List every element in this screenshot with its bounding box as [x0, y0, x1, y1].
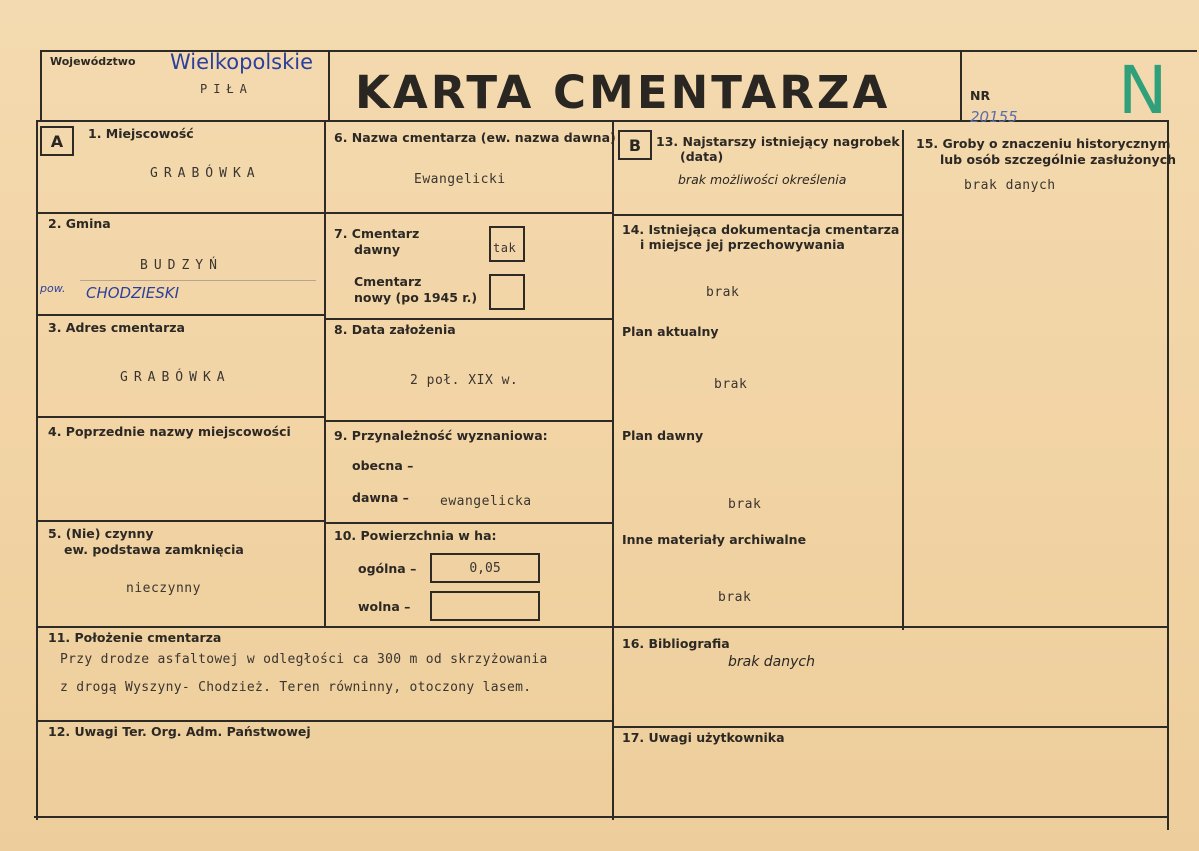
- bottom-border: [34, 816, 1169, 818]
- field-15-value: brak danych: [964, 178, 1056, 193]
- plan-former-value: brak: [728, 497, 762, 512]
- field-13-hand-value: brak możliwości określenia: [678, 172, 847, 187]
- field-11-label: 11. Położenie cmentarza: [48, 630, 222, 645]
- section-a-badge: A: [40, 126, 74, 156]
- field-2-hand-prefix: pow.: [40, 282, 66, 295]
- field-10-total-value[interactable]: 0,05: [430, 553, 540, 583]
- row-line-8: [324, 522, 614, 524]
- field-17-label: 17. Uwagi użytkownika: [622, 730, 785, 745]
- row-line-11: [36, 720, 614, 722]
- header-divider-1: [328, 50, 330, 122]
- col-divider-3: [902, 130, 904, 630]
- nr-label: NR: [970, 88, 991, 103]
- field-2-underline: [80, 280, 316, 281]
- field-9-label: 9. Przynależność wyznaniowa:: [334, 428, 548, 443]
- field-3-value: GRABÓWKA: [120, 370, 231, 385]
- field-7-label-2: dawny: [354, 242, 400, 257]
- left-border-top: [40, 50, 42, 122]
- field-14-label-1: 14. Istniejąca dokumentacja cmentarza: [622, 222, 900, 237]
- field-10-free-label: wolna –: [358, 599, 411, 614]
- field-10-total-label: ogólna –: [358, 561, 417, 576]
- field-3-label: 3. Adres cmentarza: [48, 320, 185, 335]
- field-8-label: 8. Data założenia: [334, 322, 456, 337]
- page-title: KARTA CMENTARZA: [355, 66, 891, 119]
- right-border: [1167, 120, 1169, 830]
- nr-letter: N: [1118, 52, 1168, 129]
- field-13-label-1: 13. Najstarszy istniejący nagrobek: [656, 134, 900, 149]
- field-1-label: 1. Miejscowość: [88, 126, 194, 141]
- header-divider-2: [960, 50, 962, 122]
- row-line-3: [36, 416, 326, 418]
- voivodeship-stamp: Wielkopolskie: [170, 50, 314, 74]
- field-8-value: 2 poł. XIX w.: [410, 373, 519, 388]
- field-14-label-2: i miejsce jej przechowywania: [640, 237, 845, 252]
- field-9-former-value: ewangelicka: [440, 494, 532, 509]
- field-16-hand-value: brak danych: [728, 654, 815, 670]
- row-line-7: [324, 420, 614, 422]
- row-line-2: [36, 314, 326, 316]
- voivodeship-label: Województwo: [50, 55, 136, 68]
- field-13-label-2: (data): [680, 149, 724, 164]
- field-9-former-label: dawna –: [352, 490, 409, 505]
- nr-value: 20155: [970, 108, 1018, 126]
- field-15-label-1: 15. Groby o znaczeniu historycznym: [916, 136, 1171, 151]
- field-1-value: GRABÓWKA: [150, 166, 261, 181]
- plan-former-label: Plan dawny: [622, 428, 704, 443]
- row-line-10: [36, 626, 1169, 628]
- col-divider-2: [612, 120, 614, 820]
- voivodeship-typed: PIŁA: [200, 82, 253, 96]
- field-2-value: BUDZYŃ: [140, 258, 223, 273]
- field-5-label-2: ew. podstawa zamknięcia: [64, 542, 244, 557]
- field-2-label: 2. Gmina: [48, 216, 111, 231]
- field-15-label-2: lub osób szczególnie zasłużonych: [940, 152, 1177, 167]
- field-7-label-4: nowy (po 1945 r.): [354, 290, 478, 305]
- field-6-value: Ewangelicki: [414, 172, 506, 187]
- field-12-label: 12. Uwagi Ter. Org. Adm. Państwowej: [48, 724, 311, 739]
- field-16-label: 16. Bibliografia: [622, 636, 730, 651]
- field-6-label: 6. Nazwa cmentarza (ew. nazwa dawna): [334, 130, 616, 145]
- other-materials-label: Inne materiały archiwalne: [622, 532, 807, 547]
- row-line-9: [612, 214, 904, 216]
- field-14-value: brak: [706, 285, 740, 300]
- field-11-line-2: z drogą Wyszyny- Chodzież. Teren równinny, otoczony lasem.: [60, 680, 532, 695]
- row-line-1: [36, 212, 326, 214]
- field-5-value: nieczynny: [126, 581, 201, 596]
- col-divider-1: [324, 120, 326, 628]
- field-10-label: 10. Powierzchnia w ha:: [334, 528, 497, 543]
- field-7-label-1: 7. Cmentarz: [334, 226, 420, 241]
- field-2-hand-value: CHODZIESKI: [86, 284, 180, 302]
- field-11-line-1: Przy drodze asfaltowej w odległości ca 300 m od skrzyżowania: [60, 652, 548, 667]
- field-5-label-1: 5. (Nie) czynny: [48, 526, 154, 541]
- plan-current-value: brak: [714, 377, 748, 392]
- row-line-4: [36, 520, 326, 522]
- field-4-label: 4. Poprzednie nazwy miejscowości: [48, 424, 291, 439]
- row-line-6: [324, 318, 614, 320]
- row-line-5: [324, 212, 614, 214]
- field-7-label-3: Cmentarz: [354, 274, 422, 289]
- left-border: [36, 120, 38, 820]
- new-cemetery-checkbox[interactable]: [489, 274, 525, 310]
- field-10-free-value[interactable]: [430, 591, 540, 621]
- field-9-current-label: obecna –: [352, 458, 414, 473]
- section-b-badge: B: [618, 130, 652, 160]
- plan-current-label: Plan aktualny: [622, 324, 719, 339]
- row-line-12: [612, 726, 1169, 728]
- other-materials-value: brak: [718, 590, 752, 605]
- field-7-value: tak: [493, 241, 517, 255]
